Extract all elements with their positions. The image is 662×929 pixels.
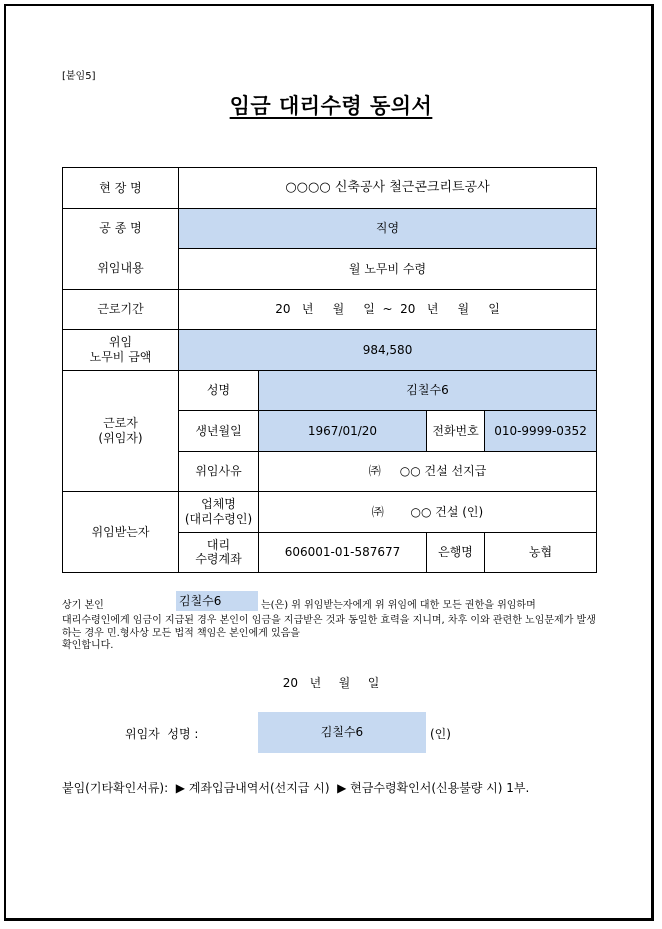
account-label bbox=[179, 532, 259, 573]
consent-form-table bbox=[62, 167, 597, 573]
company-label-line-2: (대리수령인) bbox=[184, 511, 253, 526]
site-label: 현 장 명 bbox=[63, 168, 179, 209]
delegation-label: 위임내용 bbox=[63, 249, 179, 290]
attachments-line: 붙임(기타확인서류): ▶ 계좌입금내역서(선지급 시) ▶ 현금수령확인서(신용불량 시) 1부. bbox=[62, 781, 530, 795]
statement-suffix: 는(은) 위 위임받는자에게 위 위임에 대한 모든 권한을 위임하며 bbox=[261, 600, 536, 611]
statement-name-box: 김칠수6 bbox=[176, 591, 258, 611]
worker-label-line-2: (위임자) bbox=[98, 430, 143, 445]
account-label-line-2: 수령계좌 bbox=[195, 552, 242, 567]
delegate-label: 위임받는자 bbox=[63, 492, 179, 573]
date-line: 20 년 월 일 bbox=[282, 676, 380, 690]
statement-paragraph-line-1: 대리수령인에게 임금이 지급된 경우 본인이 임금을 지급받은 것과 동일한 효력을 지니며, 차후 이와 관련한 노임문제가 발생 bbox=[62, 615, 596, 626]
statement-paragraph bbox=[62, 615, 602, 653]
delegation-value: 월 노무비 수령 bbox=[179, 249, 597, 290]
phone-value: 010-9999-0352 bbox=[485, 411, 597, 452]
company-label bbox=[179, 492, 259, 533]
site-value: ○○○○ 신축공사 철근콘크리트공사 bbox=[179, 168, 597, 209]
attachment-tag: [붙임5] bbox=[62, 71, 96, 82]
amount-label bbox=[63, 330, 179, 371]
trade-label: 공 종 명 bbox=[63, 208, 179, 249]
bank-value: 농협 bbox=[485, 532, 597, 573]
account-label-line-1: 대리 bbox=[206, 537, 231, 552]
worker-label bbox=[63, 370, 179, 492]
row-site bbox=[63, 168, 597, 209]
amount-label-line-2: 노무비 금액 bbox=[89, 349, 152, 364]
signature-label: 위임자 성명 : bbox=[125, 727, 199, 741]
name-label: 성명 bbox=[179, 370, 259, 411]
reason-label: 위임사유 bbox=[179, 451, 259, 492]
reason-value: ㈜ ○○ 건설 선지급 bbox=[259, 451, 597, 492]
company-label-line-1: 업체명 bbox=[201, 497, 236, 512]
name-value: 김칠수6 bbox=[259, 370, 597, 411]
row-trade bbox=[63, 208, 597, 249]
amount-label-line-1: 위임 bbox=[108, 335, 133, 350]
account-value: 606001-01-587677 bbox=[259, 532, 427, 573]
statement-paragraph-line-3: 확인합니다. bbox=[62, 640, 114, 651]
statement-prefix: 상기 본인 bbox=[62, 600, 104, 611]
period-value: 20 년 월 일 ~ 20 년 월 일 bbox=[179, 289, 597, 330]
row-delegate-company bbox=[63, 492, 597, 533]
phone-label: 전화번호 bbox=[427, 411, 485, 452]
amount-value: 984,580 bbox=[179, 330, 597, 371]
statement-paragraph-line-2: 하는 경우 민.형사상 모든 법적 책임은 본인에게 있음을 bbox=[62, 627, 300, 639]
worker-label-line-1: 근로자 bbox=[103, 416, 138, 431]
row-delegation bbox=[63, 249, 597, 290]
trade-value: 직영 bbox=[179, 208, 597, 249]
row-period bbox=[63, 289, 597, 330]
period-label: 근로기간 bbox=[63, 289, 179, 330]
row-worker-name bbox=[63, 370, 597, 411]
company-value: ㈜ ○○ 건설 (인) bbox=[259, 492, 597, 533]
bank-label: 은행명 bbox=[427, 532, 485, 573]
birth-value: 1967/01/20 bbox=[259, 411, 427, 452]
document-title: 임금 대리수령 동의서 bbox=[229, 94, 433, 118]
signature-name-box: 김칠수6 bbox=[258, 712, 426, 753]
row-amount bbox=[63, 330, 597, 371]
birth-label: 생년월일 bbox=[179, 411, 259, 452]
signature-seal: (인) bbox=[430, 727, 451, 741]
